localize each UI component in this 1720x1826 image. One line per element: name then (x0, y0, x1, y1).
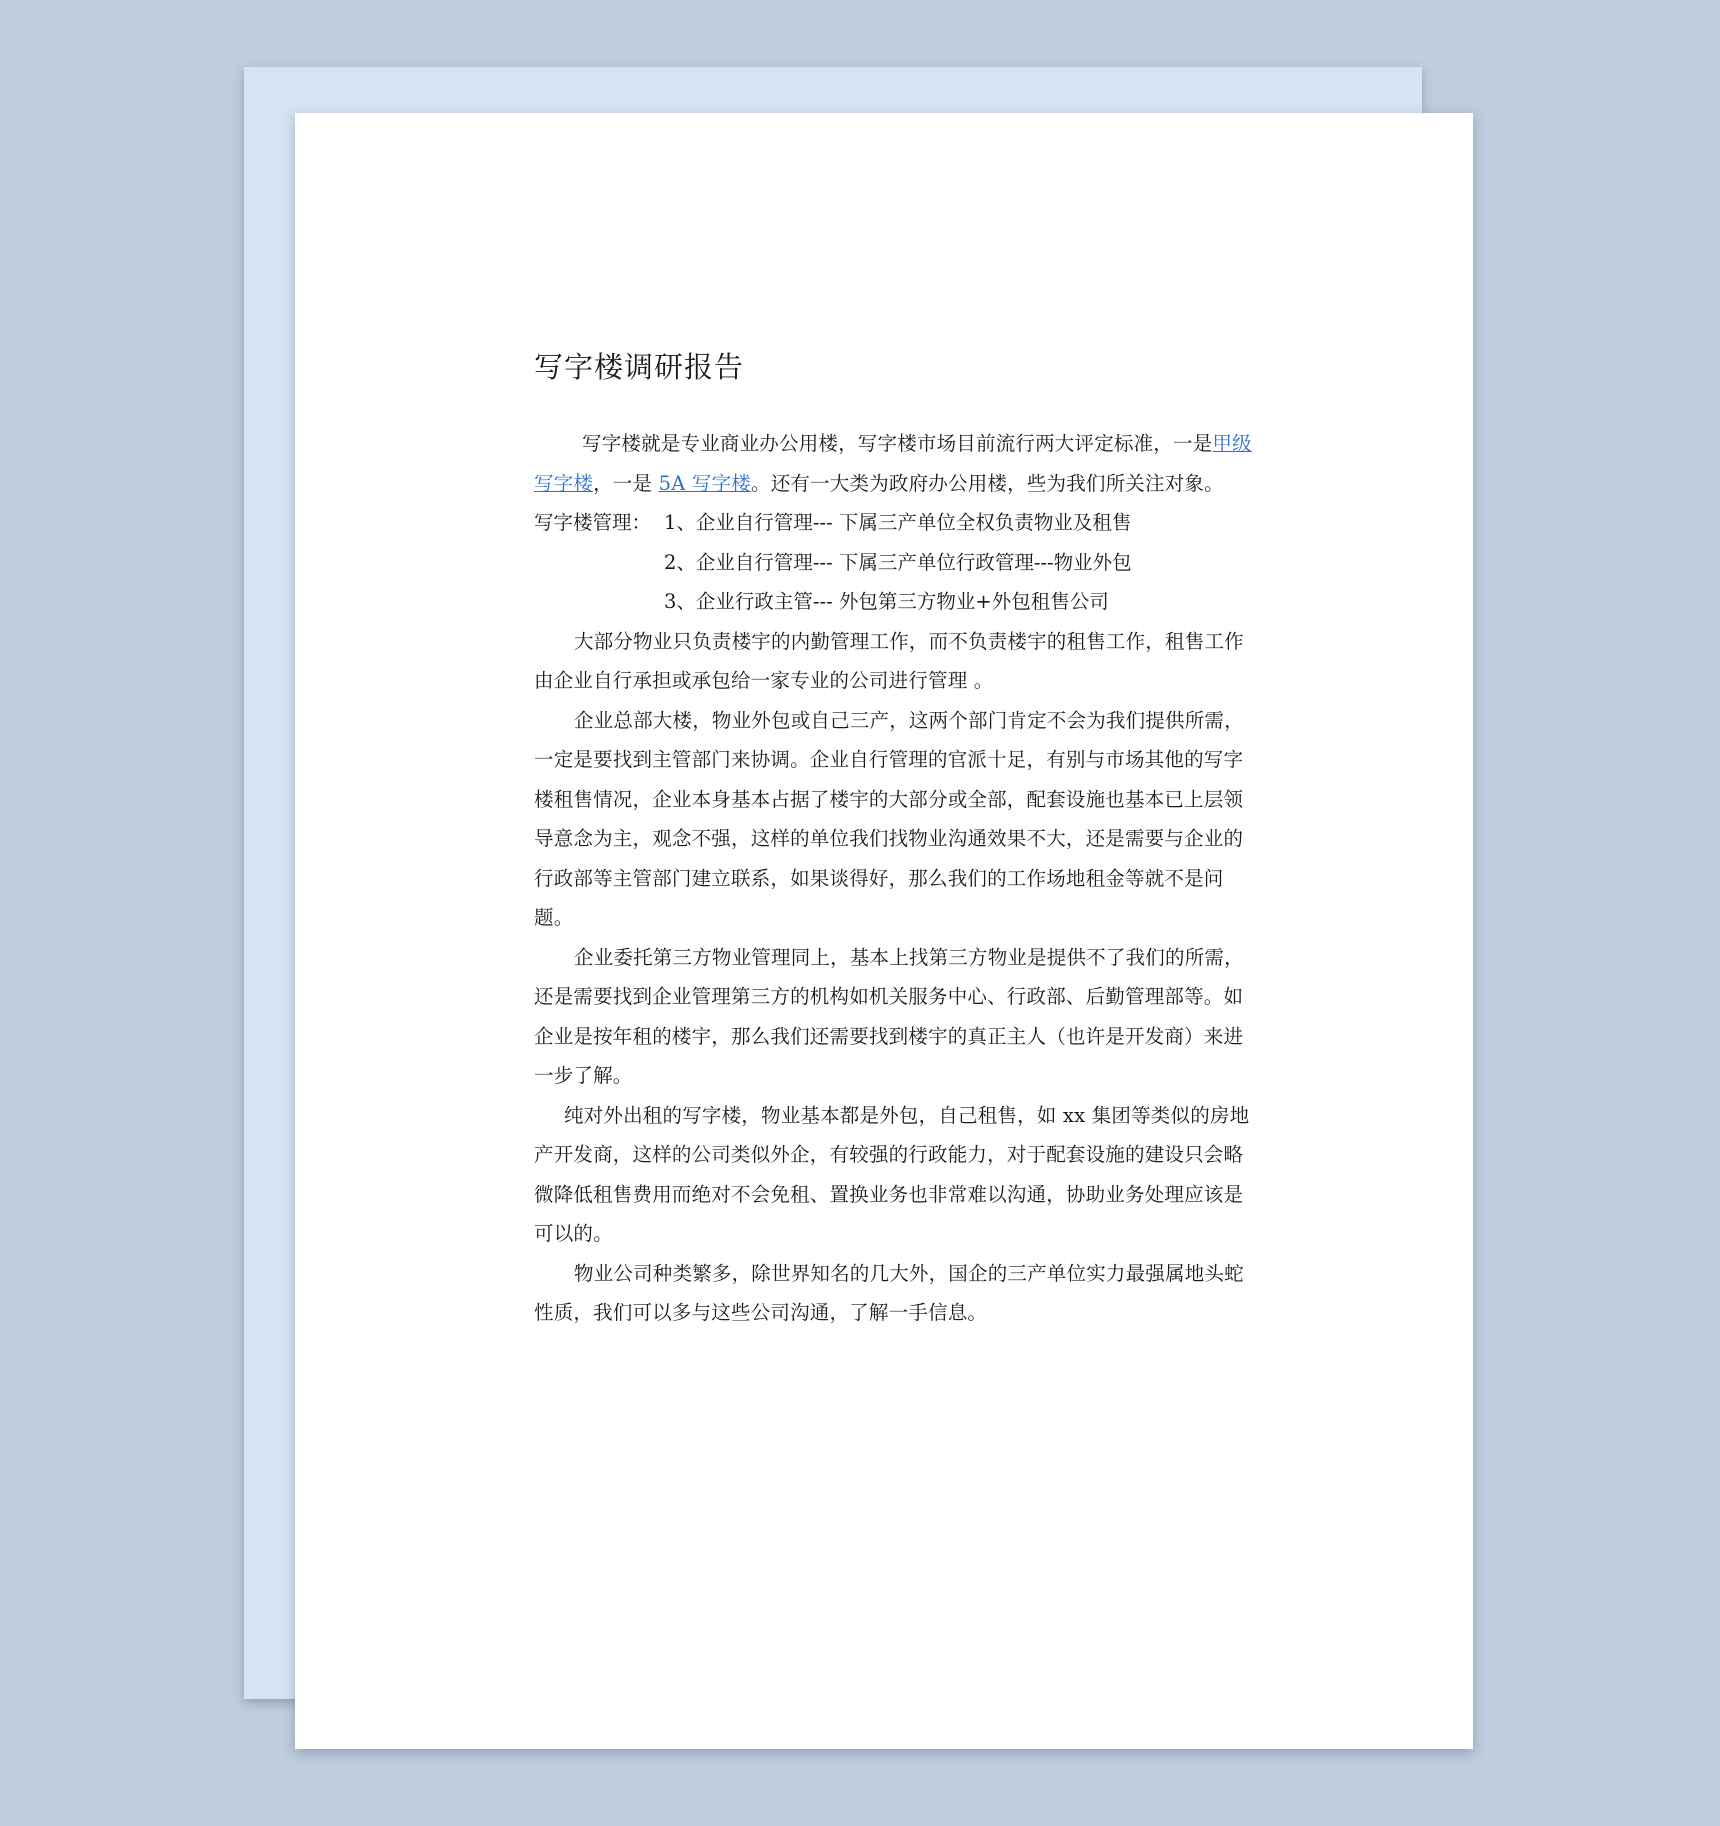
intro-text-1: 写字楼就是专业商业办公用楼，写字楼市场目前流行两大评定标准，一是 (582, 432, 1213, 455)
management-row (534, 582, 1256, 622)
management-row (534, 543, 1256, 583)
document-title: 写字楼调研报告 (534, 350, 745, 384)
link-grade-a-office[interactable]: 甲级写字楼 (534, 432, 1252, 495)
body-paragraph: 企业委托第三方物业管理同上，基本上找第三方物业是提供不了我们的所需，还是需要找到企业管理第三方的机构如机关服务中心、行政部、后勤管理部等。如企业是按年租的楼宇，那么我们还需要找到楼宇的真正主人（也许是开发商）来进一步了解。 (534, 945, 1244, 1087)
body-paragraph: 纯对外出租的写字楼，物业基本都是外包，自己租售，如 xx 集团等类似的房地产开发商，这样的公司类似外企，有较强的行政能力，对于配套设施的建设只会略微降低租售费用而绝对不会免租、置换业务也非常难以沟通，协助业务处理应该是可以的。 (534, 1103, 1250, 1245)
management-item: 1、企业自行管理--- 下属三产单位全权负责物业及租售 (664, 511, 1132, 534)
intro-text-3: 。还有一大类为政府办公用楼，些为我们所关注对象。 (751, 471, 1224, 495)
body-paragraph: 大部分物业只负责楼宇的内勤管理工作，而不负责楼宇的租售工作，租售工作由企业自行承担或承包给一家专业的公司进行管理 。 (534, 629, 1244, 692)
document-page (295, 113, 1473, 1749)
document-body (534, 345, 1256, 1333)
management-label: 写字楼管理： (534, 511, 652, 534)
body-paragraph: 物业公司种类繁多，除世界知名的几大外，国企的三产单位实力最强属地头蛇性质，我们可以多与这些公司沟通，了解一手信息。 (534, 1261, 1244, 1324)
body-paragraph: 企业总部大楼，物业外包或自己三产，这两个部门肯定不会为我们提供所需，一定是要找到主管部门来协调。企业自行管理的官派十足，有别与市场其他的写字楼租售情况，企业本身基本占据了楼宇的大部分或全部，配套设施也基本已上层领导意念为主，观念不强，这样的单位我们找物业沟通效果不大，还是需要与企业的行政部等主管部门建立联系，如果谈得好，那么我们的工作场地租金等就不是问题。 (534, 708, 1244, 929)
intro-text-2: ，一是 (593, 471, 659, 495)
intro-paragraph (534, 424, 1256, 503)
management-row (534, 503, 1256, 543)
link-5a-office[interactable]: 5A 写字楼 (658, 471, 751, 495)
management-item: 2、企业自行管理--- 下属三产单位行政管理---物业外包 (664, 550, 1132, 574)
management-item: 3、企业行政主管--- 外包第三方物业+外包租售公司 (664, 590, 1109, 613)
management-list (534, 503, 1256, 622)
